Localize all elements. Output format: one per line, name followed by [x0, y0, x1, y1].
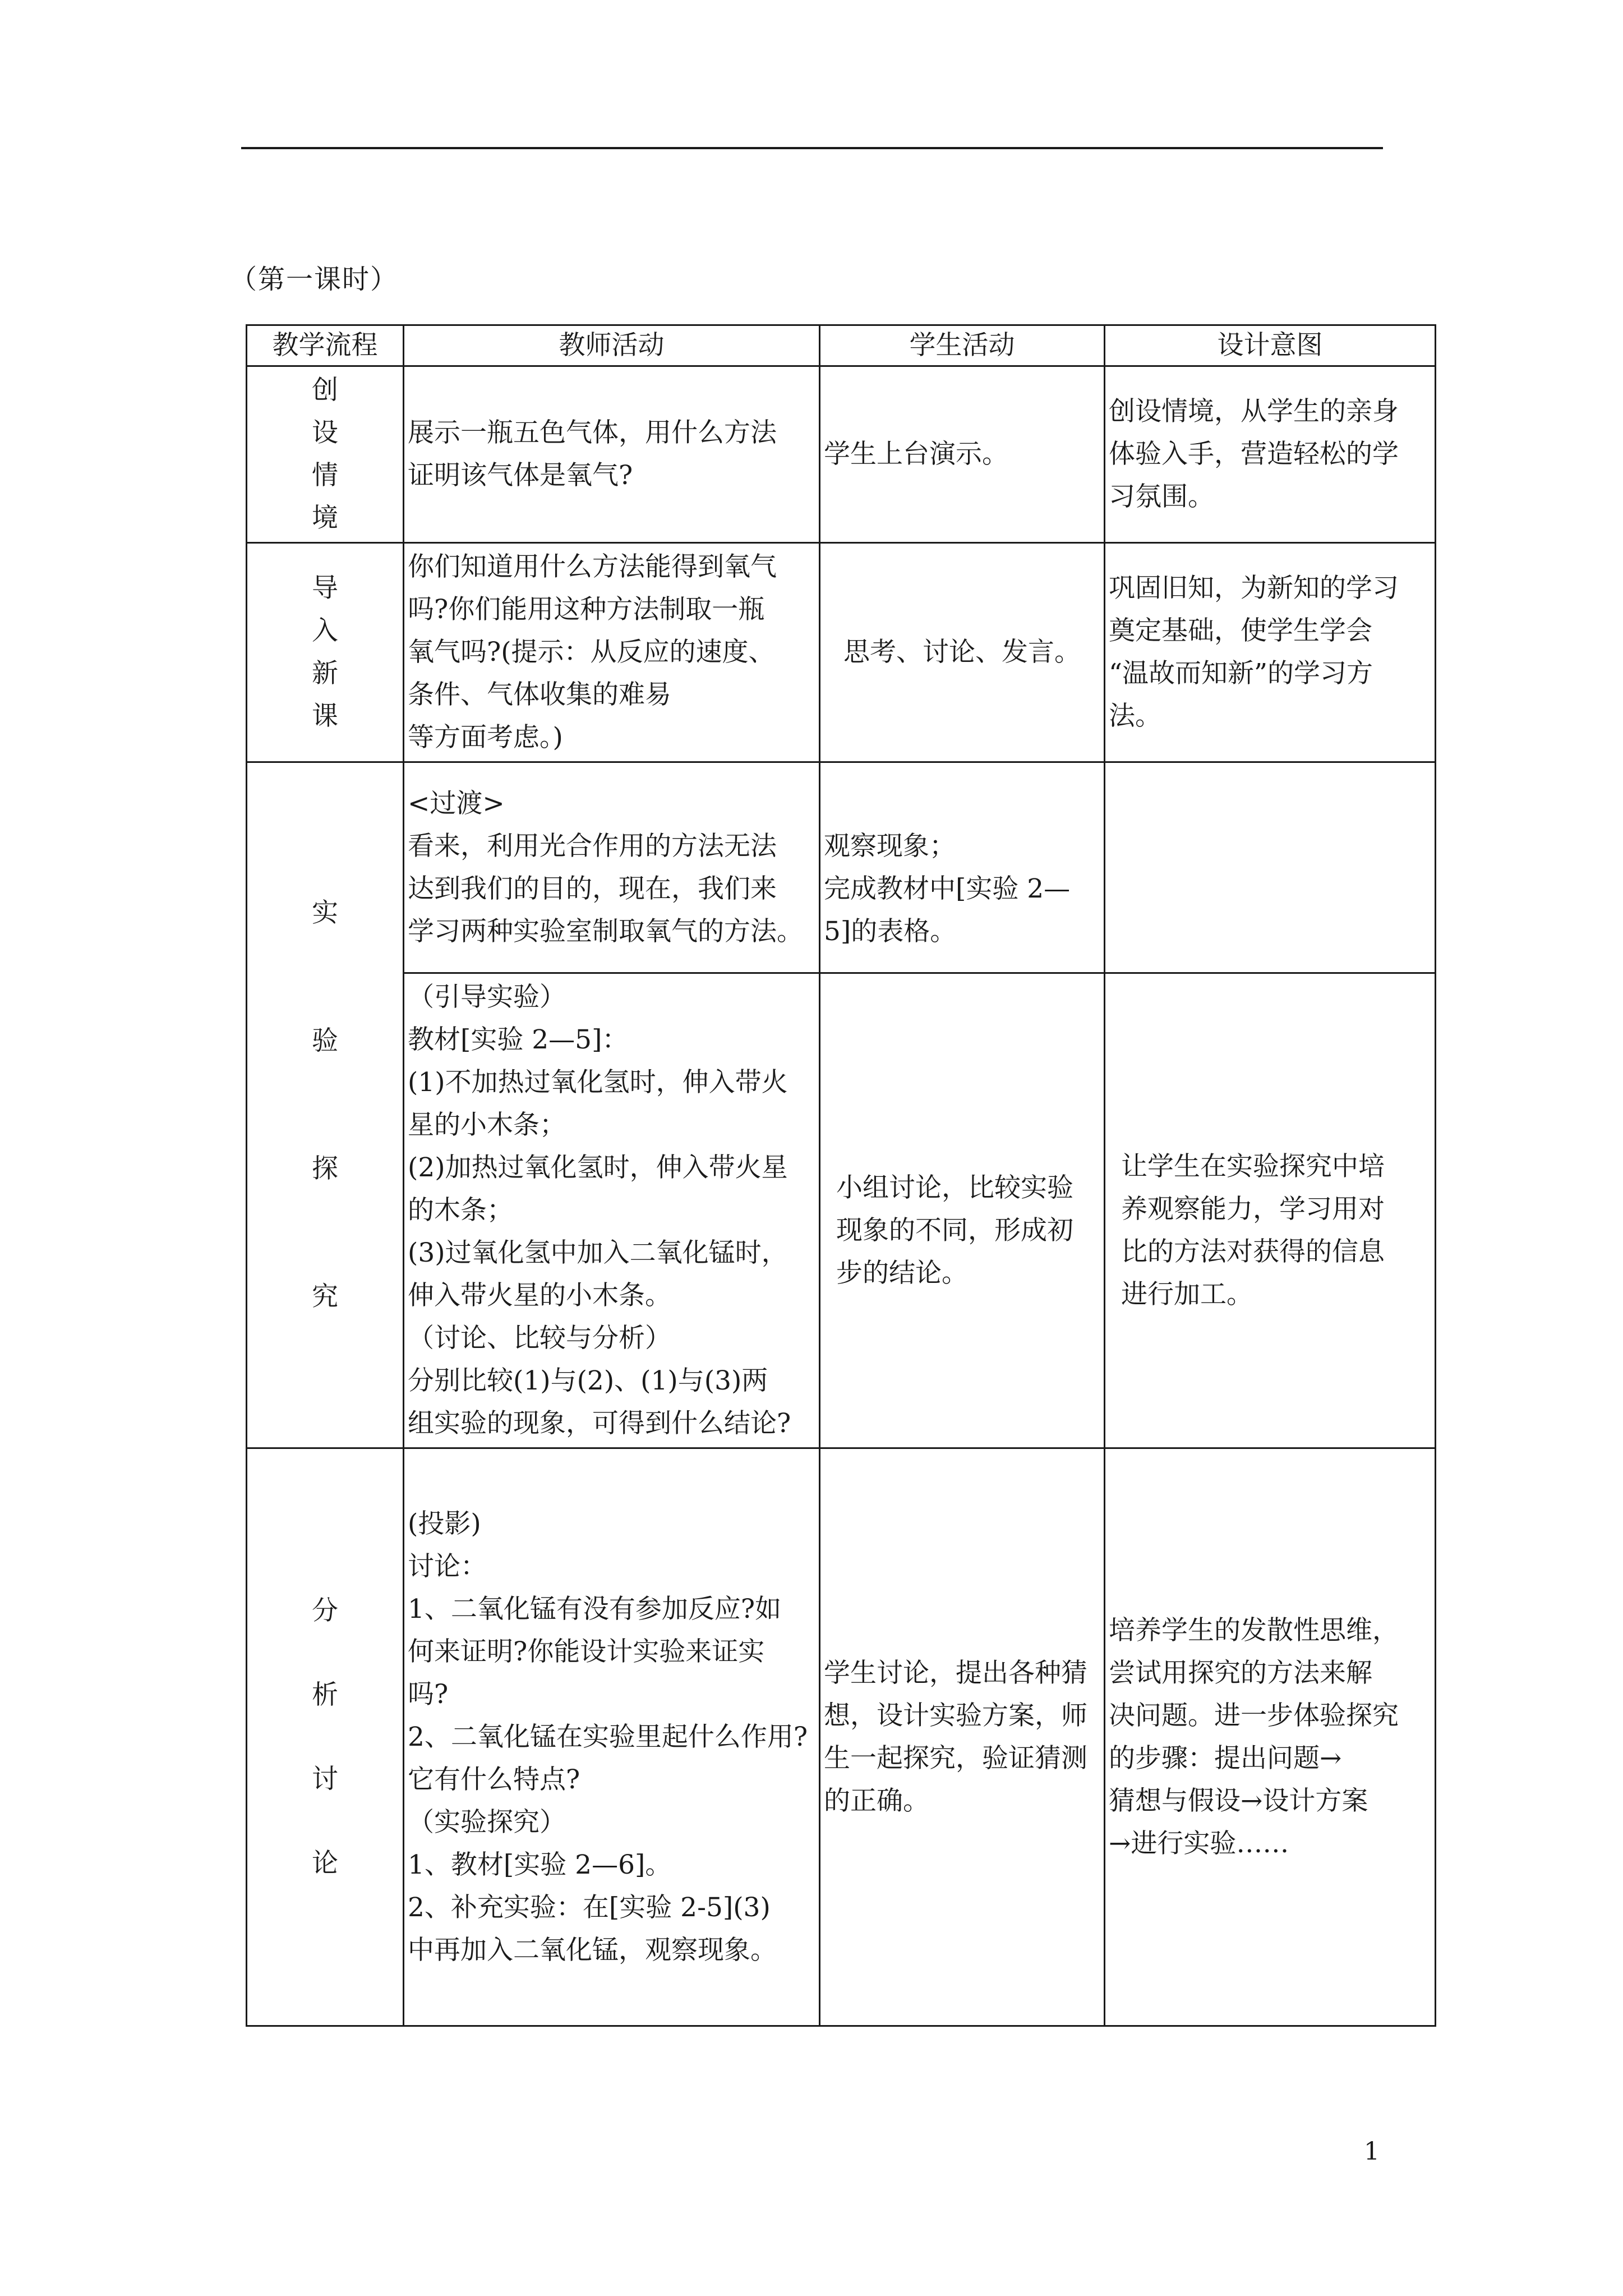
text-line: “温故而知新”的学习方 [1109, 658, 1373, 689]
stage-char: 究 [312, 1281, 338, 1312]
text-line: 习氛围。 [1109, 481, 1214, 512]
text-line: 比的方法对获得的信息 [1121, 1236, 1385, 1267]
text-line: 的木条； [408, 1195, 513, 1226]
stage-char: 讨 [312, 1763, 338, 1795]
table-row [247, 1448, 1436, 2026]
text-line: 法。 [1109, 701, 1161, 731]
text-line: 2、补充实验：在[实验 2-5](3) [408, 1892, 771, 1923]
text-line: <过渡> [408, 788, 505, 819]
text-line: 的步骤：提出问题→ [1109, 1742, 1342, 1774]
text-line: 等方面考虑。) [408, 722, 563, 753]
stage-char: 设 [312, 417, 338, 448]
stage-char: 境 [312, 503, 338, 533]
student-activity [820, 762, 1105, 973]
student-activity [820, 543, 1105, 762]
header-teacher: 教师活动 [404, 325, 820, 366]
text-line: 生一起探究，验证猜测 [824, 1742, 1087, 1774]
text-line: 小组讨论，比较实验 [836, 1172, 1073, 1203]
text-line: 尝试用探究的方法来解 [1109, 1657, 1372, 1688]
text-line: 看来，利用光合作用的方法无法 [408, 830, 777, 862]
text-line: 完成教材中[实验 2— [824, 873, 1071, 904]
text-line: (投影) [408, 1508, 481, 1539]
header-rule [241, 147, 1383, 149]
stage-char: 课 [312, 701, 338, 731]
stage-char: 入 [312, 615, 338, 646]
student-activity [820, 366, 1105, 543]
text-line: 达到我们的目的，现在，我们来 [408, 873, 777, 904]
stage-cell [247, 543, 404, 762]
text-line: 巩固旧知，为新知的学习 [1109, 573, 1399, 604]
stage-char: 验 [312, 1025, 338, 1056]
teacher-activity [404, 1448, 820, 2026]
text-line: 讨论： [408, 1550, 487, 1582]
text-line: 中再加入二氧化锰，观察现象。 [408, 1934, 777, 1966]
stage-char: 导 [312, 573, 338, 604]
teacher-activity [404, 543, 820, 762]
text-line: （讨论、比较与分析） [408, 1323, 671, 1354]
text-line: 何来证明?你能设计实验来证实 [408, 1636, 765, 1667]
header-process: 教学流程 [247, 325, 404, 366]
text-line: 观察现象； [824, 830, 956, 862]
text-line: 2、二氧化锰在实验里起什么作用? [408, 1721, 808, 1752]
student-activity [820, 1448, 1105, 2026]
text-line: （实验探究） [408, 1806, 566, 1838]
table-row [247, 973, 1436, 1448]
stage-char: 创 [312, 375, 338, 406]
text-line: 分别比较(1)与(2)、(1)与(3)两 [408, 1365, 768, 1396]
stage-cell [247, 1448, 404, 2026]
header-student: 学生活动 [820, 325, 1105, 366]
design-intent [1105, 973, 1436, 1448]
text-line: 1、教材[实验 2—6]。 [408, 1849, 672, 1880]
text-line: 想，设计实验方案，师 [824, 1700, 1087, 1731]
stage-char: 探 [312, 1153, 338, 1184]
lesson-plan-table [246, 324, 1436, 2027]
stage-char: 实 [312, 898, 338, 928]
text-line: 步的结论。 [836, 1258, 968, 1289]
text-line: (3)过氧化氢中加入二氧化锰时， [408, 1237, 788, 1268]
stage-char: 析 [312, 1679, 338, 1710]
text-line: 体验入手，营造轻松的学 [1109, 439, 1399, 470]
text-line: (2)加热过氧化氢时，伸入带火星 [408, 1152, 788, 1183]
stage-char: 新 [312, 658, 338, 689]
design-intent [1105, 366, 1436, 543]
stage-cell [247, 762, 404, 1448]
table-row [247, 543, 1436, 762]
text-line: 证明该气体是氧气? [408, 460, 633, 491]
text-line: 思考、讨论、发言。 [843, 637, 1081, 668]
teacher-activity [404, 973, 820, 1448]
table-row [247, 366, 1436, 543]
table-header-row [247, 325, 1436, 366]
text-line: 你们知道用什么方法能得到氧气 [408, 551, 777, 582]
table-row [247, 762, 1436, 973]
page-number: 1 [1364, 2137, 1380, 2166]
design-intent [1105, 762, 1436, 973]
text-line: 学习两种实验室制取氧气的方法。 [408, 915, 803, 947]
text-line: 奠定基础，使学生学会 [1109, 615, 1372, 646]
text-line: 决问题。进一步体验探究 [1109, 1700, 1399, 1731]
text-line: 的正确。 [824, 1785, 929, 1816]
text-line: 氧气吗?(提示：从反应的速度、 [408, 637, 775, 668]
text-line: 吗?你们能用这种方法制取一瓶 [408, 594, 765, 625]
text-line: 1、二氧化锰有没有参加反应?如 [408, 1593, 782, 1625]
design-intent [1105, 1448, 1436, 2026]
text-line: 培养学生的发散性思维， [1109, 1614, 1399, 1646]
text-line: 创设情境，从学生的亲身 [1109, 396, 1399, 427]
text-line: 星的小木条； [408, 1110, 566, 1140]
text-line: 组实验的现象，可得到什么结论? [408, 1408, 791, 1439]
text-line: (1)不加热过氧化氢时，伸入带火 [408, 1067, 788, 1098]
text-line: 它有什么特点? [408, 1764, 580, 1795]
text-line: 让学生在实验探究中培 [1121, 1151, 1385, 1182]
lesson-title: （第一课时） [230, 264, 399, 295]
stage-char: 分 [312, 1595, 338, 1626]
text-line: 教材[实验 2—5]： [408, 1024, 629, 1055]
text-line: （引导实验） [408, 982, 566, 1013]
text-line: →进行实验…… [1109, 1828, 1289, 1859]
student-activity [820, 973, 1105, 1448]
text-line: 5]的表格。 [824, 915, 957, 947]
text-line: 吗? [408, 1678, 449, 1710]
stage-char: 情 [312, 460, 338, 491]
header-intent: 设计意图 [1105, 325, 1436, 366]
teacher-activity [404, 366, 820, 543]
text-line: 伸入带火星的小木条。 [408, 1280, 671, 1311]
text-line: 现象的不同，形成初 [836, 1215, 1073, 1246]
stage-cell [247, 366, 404, 543]
text-line: 猜想与假设→设计方案 [1109, 1785, 1368, 1816]
text-line: 进行加工。 [1121, 1279, 1253, 1310]
design-intent [1105, 543, 1436, 762]
teacher-activity [404, 762, 820, 973]
text-line: 学生上台演示。 [824, 439, 1008, 470]
text-line: 条件、气体收集的难易 [408, 679, 671, 710]
stage-char: 论 [312, 1847, 338, 1879]
text-line: 学生讨论，提出各种猜 [824, 1657, 1087, 1688]
text-line: 展示一瓶五色气体，用什么方法 [408, 417, 777, 448]
text-line: 养观察能力，学习用对 [1121, 1194, 1385, 1225]
